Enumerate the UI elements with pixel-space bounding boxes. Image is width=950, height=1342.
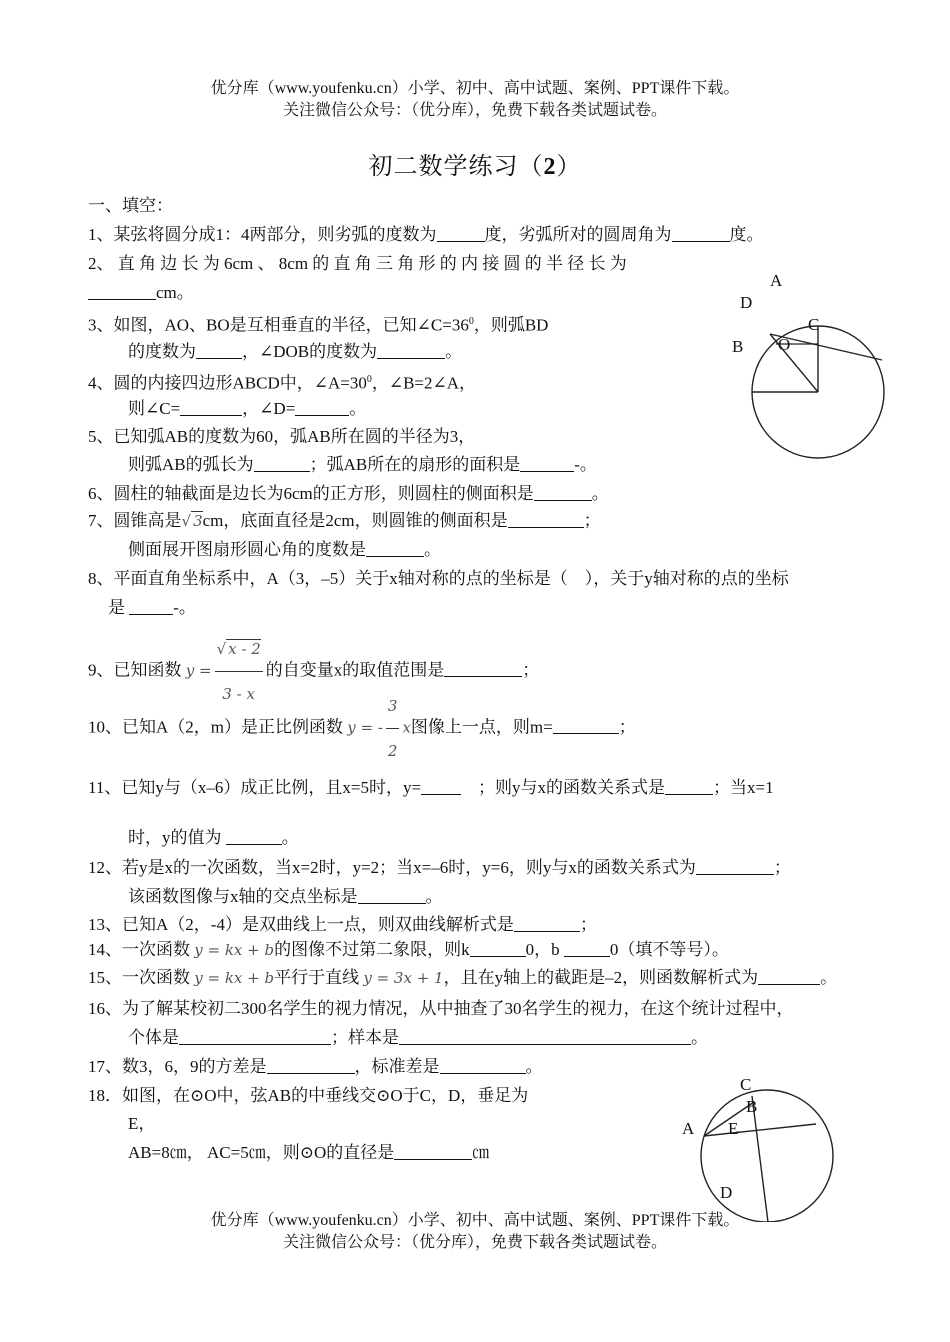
- question-16-cont: 个体是 ；样本是 。: [128, 1028, 708, 1047]
- line-a-e: [704, 1124, 816, 1136]
- question-15: 15、一次函数 y = kx + b平行于直线 y = 3x + 1，且在y轴上的截距是–2，则函数解析式为 。: [88, 968, 838, 987]
- question-6: 6、圆柱的轴截面是边长为6cm的正方形，则圆柱的侧面积是 。: [88, 484, 609, 503]
- fig2-label-b: B: [746, 1097, 758, 1116]
- fig2-label-c: C: [740, 1075, 752, 1094]
- fig2-label-e: E: [728, 1119, 739, 1138]
- fig2-label-a: A: [682, 1119, 695, 1138]
- question-11-cont: 时，y的值为 。: [128, 828, 299, 847]
- question-13: 13、已知A（2，-4）是双曲线上一点，则双曲线解析式是 ；: [88, 915, 597, 934]
- question-7-cont: 侧面展开图扇形圆心角的度数是 。: [128, 540, 441, 559]
- question-3: 3、如图，AO、BO是互相垂直的半径，已知$\angle C=36^0$，则弧BD: [88, 315, 549, 335]
- question-1: 1、某弦将圆分成1：4两部分，则劣弧的度数为 度，劣弧所对的圆周角为 度。: [88, 225, 764, 244]
- header-line-1: 优分库（www.youfenku.cn）小学、初中、高中试题、案例、PPT课件下载。: [210, 80, 740, 97]
- question-16: 16、为了解某校初二300名学生的视力情况，从中抽查了30名学生的视力，在这个统计过程中，: [88, 999, 794, 1018]
- fig1-label-c: C: [808, 315, 820, 334]
- question-2-cont: cm。: [88, 281, 194, 305]
- fig1-label-b: B: [732, 337, 744, 356]
- question-14: 14、一次函数 y = kx + b的图像不过第二象限，则k 0，b 0（填不等号）。: [88, 940, 729, 959]
- question-17: 17、数3，6，9的方差是 ，标准差是 。: [88, 1057, 543, 1076]
- footer-line-1: 优分库（www.youfenku.cn）小学、初中、高中试题、案例、PPT课件下载。: [210, 1212, 740, 1229]
- question-5: 5、已知弧AB的度数为60，弧AB所在圆的半径为3，: [88, 427, 476, 446]
- section-heading: 一、填空：: [88, 196, 173, 215]
- question-8-cont: 是 -。: [108, 598, 196, 617]
- question-2: 2、 直 角 边 长 为 6cm 、 8cm 的 直 角 三 角 形 的 内 接 圆 的 半 径 长 为: [88, 254, 627, 273]
- question-11: 11、已知y与（x–6）成正比例，且x=5时，y= ；则y与x的函数关系式是 ；当x=1: [88, 778, 774, 797]
- question-4-cont: 则∠C= ，∠D= 。: [128, 399, 367, 418]
- question-18: 18．如图，在⊙O中，弦AB的中垂线交⊙O于C，D，垂足为: [88, 1086, 529, 1105]
- figure-circle-2: [676, 1072, 846, 1222]
- question-12: 12、若y是x的一次函数，当x=2时，y=2；当x=–6时，y=6，则y与x的函数关系式为 ；: [88, 858, 791, 877]
- question-9: 9、已知函数 y = $\frac{√ x - 2}{3 - x}$ 的自变量x的取值范围是 ；: [88, 627, 539, 716]
- footer: [0, 1210, 950, 1254]
- circle-outline: [701, 1090, 833, 1222]
- fig1-label-o: O: [778, 335, 791, 354]
- question-18-cont-2: AB=8㎝， AC=5㎝，则⊙O的直径是 ㎝: [128, 1143, 490, 1162]
- page-title: 初二数学练习（2）: [368, 154, 582, 180]
- question-18-cont-1: E，: [128, 1114, 156, 1133]
- header: [0, 78, 950, 122]
- fig1-label-a: A: [770, 271, 783, 290]
- question-12-cont: 该函数图像与x轴的交点坐标是 。: [128, 887, 443, 906]
- question-7: 7、圆锥高是√ 3cm，底面直径是2cm，则圆锥的侧面积是 ；: [88, 511, 601, 530]
- question-4: 4、圆的内接四边形ABCD中，$\angle A=30^0$，∠B=2∠A，: [88, 373, 477, 393]
- question-5-cont: 则弧AB的弧长为 ；弧AB所在的扇形的面积是 -。: [128, 455, 597, 474]
- fig2-label-d: D: [720, 1183, 733, 1202]
- question-10: 10、已知A（2，m）是正比例函数 y = - $\frac{3}{2}$ x图像上一点，则m= ；: [88, 684, 636, 773]
- footer-line-2: 关注微信公众号：（优分库），免费下载各类试题试卷。: [282, 1234, 667, 1251]
- question-8: 8、平面直角坐标系中，A（3，–5）关于x轴对称的点的坐标是（ ），关于y轴对称的点的坐标: [88, 569, 789, 588]
- figure-circle-1: [720, 260, 900, 460]
- fig1-label-d: D: [740, 293, 753, 312]
- question-3-cont: 的度数为 ，∠DOB的度数为 。: [128, 342, 463, 361]
- header-line-2: 关注微信公众号：（优分库），免费下载各类试题试卷。: [282, 102, 667, 119]
